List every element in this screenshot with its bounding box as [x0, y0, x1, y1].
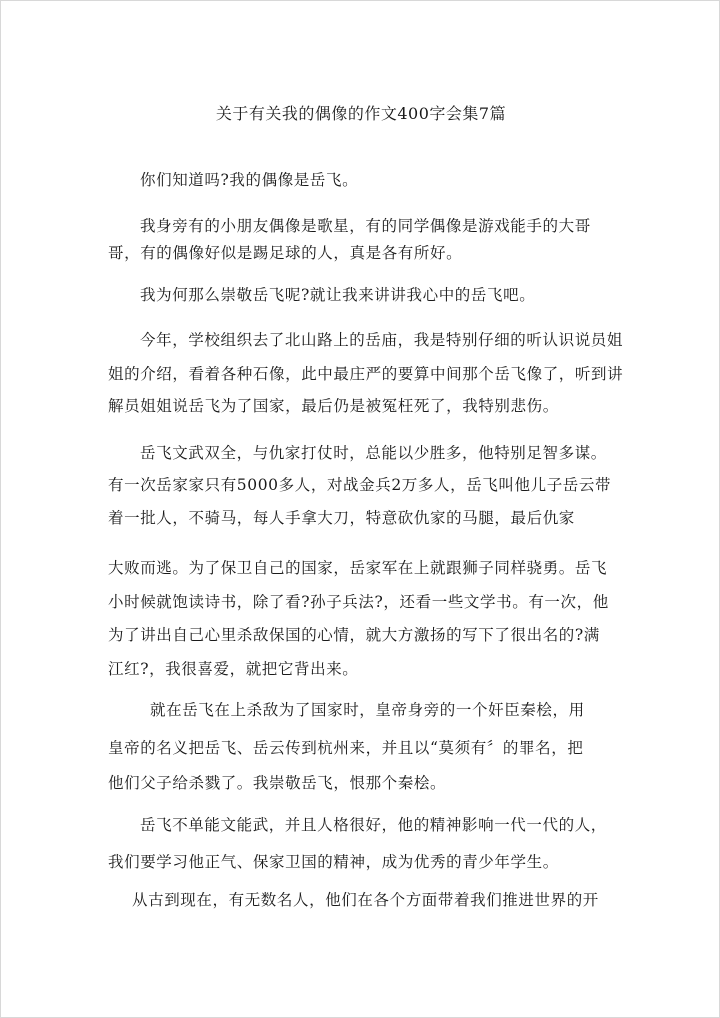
- text-line-1: 你们知道吗?我的偶像是岳飞。: [140, 171, 359, 189]
- text-line-20: 从古到现在，有无数名人，他们在各个方面带着我们推进世界的开: [132, 891, 599, 909]
- text-line-11: 大败而逃。为了保卫自己的国家，岳家军在上就跟狮子同样骁勇。岳飞: [108, 559, 608, 577]
- text-line-13: 为了讲出自己心里杀敌保国的心情，就大方激扬的写下了很出名的?满: [108, 626, 600, 644]
- text-line-5: 今年，学校组织去了北山路上的岳庙，我是特别仔细的听认识说员姐: [140, 331, 624, 349]
- text-line-15: 就在岳飞在上杀敌为了国家时，皇帝身旁的一个奸臣秦桧，用: [150, 701, 585, 719]
- text-line-17: 他们父子给杀戮了。我崇敬岳飞，恨那个秦桧。: [108, 774, 447, 792]
- text-line-19: 我们要学习他正气、保家卫国的精神，成为优秀的青少年学生。: [108, 853, 559, 871]
- text-line-16: 皇帝的名义把岳飞、岳云传到杭州来，并且以“莫须有〞的罪名，把: [108, 739, 584, 757]
- text-line-7: 解员姐姐说岳飞为了国家，最后仍是被冤枉死了，我特别悲伤。: [108, 397, 559, 415]
- text-line-14: 江红?，我很喜爱，就把它背出来。: [108, 660, 359, 678]
- text-line-6: 姐的介绍，看着各种石像，此中最庄严的要算中间那个岳飞像了，听到讲: [108, 365, 624, 383]
- document-title: 关于有关我的偶像的作文400字会集7篇: [215, 104, 507, 123]
- text-line-12: 小时候就饱读诗书，除了看?孙子兵法?，还看一些文学书。有一次，他: [108, 593, 609, 611]
- text-line-4: 我为何那么崇敬岳飞呢?就让我来讲讲我心中的岳飞吧。: [140, 286, 536, 304]
- text-line-18: 岳飞不单能文能武，并且人格很好，他的精神影响一代一代的人，: [140, 816, 607, 834]
- text-line-10: 着一批人，不骑马，每人手拿大刀，特意砍仇家的马腿，最后仇家: [108, 509, 575, 527]
- text-line-9: 有一次岳家家只有5000多人，对战金兵2万多人，岳飞叫他儿子岳云带: [108, 476, 612, 494]
- text-line-2: 我身旁有的小朋友偶像是歌星，有的同学偶像是游戏能手的大哥: [140, 217, 591, 235]
- text-line-8: 岳飞文武双全，与仇家打仗时，总能以少胜多，他特别足智多谋。: [140, 444, 607, 462]
- text-line-3: 哥，有的偶像好似是踢足球的人，真是各有所好。: [108, 244, 463, 262]
